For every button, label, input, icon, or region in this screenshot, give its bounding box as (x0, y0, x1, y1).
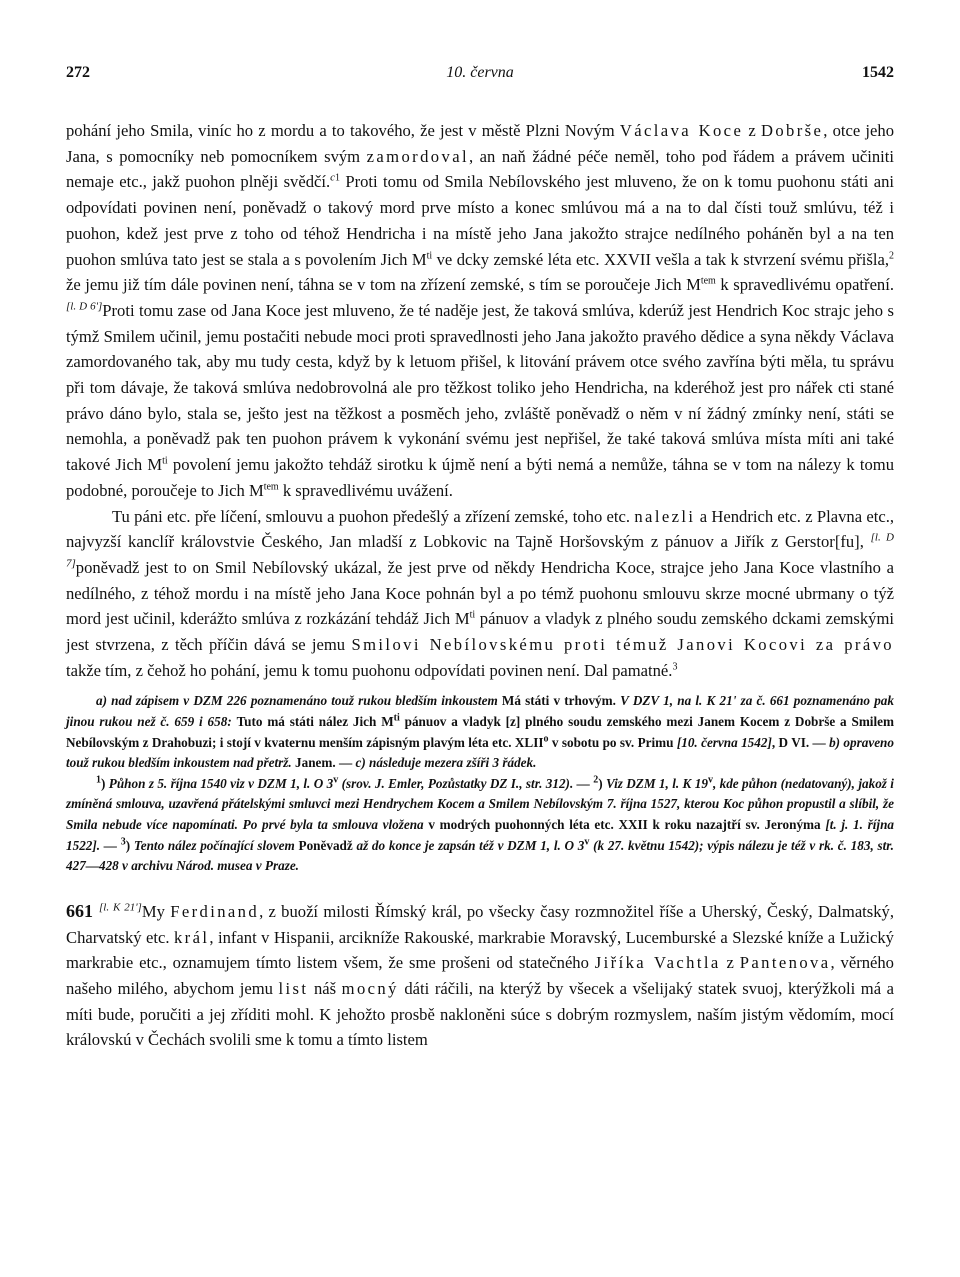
text-run: b) opraveno touž rukou bledším inkoustem nad přetrž. (66, 734, 894, 771)
text-run: Poněvadž (298, 837, 357, 853)
text-run: [10. června 1542] (676, 734, 772, 750)
running-header (66, 60, 894, 90)
folio-marker: [l. D 6'] (66, 300, 103, 313)
text-run: Václava Koce (619, 121, 744, 140)
text-run: k spravedlivému uvážení. (278, 480, 453, 500)
page (66, 60, 894, 1053)
text-run: k spravedlivému opatření. (715, 275, 894, 295)
text-run: V DZV 1, na l. K 21' za č. 661 poznamenáno pak jinou rukou než č. 659 i 658: (66, 693, 894, 730)
text-run: Proti tomu zase od Jana Koce jest mluveno, že té naděje jest, že taková smlúva, kderúž jest Hendrich Koc strajc jeho s týmž Smilem učinil, jemu postačiti nebude moci proti spravedlnosti jeho Jana jakožto pravého dědice a syna někdy Václava zamordovaného tak, aby mu tudy cesta, když by k letuom přišel, k litování právem otce svého zavřína býti měla, tu správu při tom dávaje, že taková smlúva nedobrovolná ale pro těžkost toliko jeho Hendricha, na kderéhož jest pro nářek cti stané právo dáno bylo, stala se, ješto jest na těžkost a posměch jeho, zvláště poněvadž o něm v ní žádný zmínky není, státi se nemohla, a poněvadž pak ten puohon právem k vykonání svému jest nepřišel, že také taková smlúva místa míti ani také takové Jich M (66, 300, 894, 475)
text-run: v sobotu po sv. Primu (548, 734, 677, 750)
text-run: Půhon z 5. října 1540 viz v DZM 1, l. O 3 (108, 775, 334, 791)
text-run: Tu páni etc. pře líčení, smlouvu a puohon předešlý a zřízení zemské, toho etc. (112, 506, 635, 526)
superscript: tem (263, 481, 279, 493)
text-run: dáti ráčili, na kterýž by všecek a všelijaký statek svuoj, kterýžkoli má a míti bude, poručiti a jej zříditi mohl. K jehožto prosbě nakloněni súce s dobrým rozmyslem, naším jistým vědomím, mocí královskú v Čechách svolili sme k tomu a tímto listem (66, 978, 894, 1050)
superscript: 1 (96, 774, 101, 786)
header-year: 1542 (862, 64, 894, 81)
textual-notes (66, 691, 894, 773)
text-run: Pantenova (739, 953, 831, 973)
text-run: z (743, 121, 761, 140)
document-661 (66, 899, 894, 1053)
superscript: o (543, 733, 549, 745)
text-run: pánuov a vladyk [z] plného soudu zemského mezi Janem Kocem z Dobrše a Smilem Nebílovským z Drahobuzi; i stojí v kvaternu menším zápisným plavým léta etc. XLII (66, 714, 894, 750)
text-run: , kde půhon (nedatovaný), jakož i zmíněná smlouva, uzavřená přátelskými smluvci mezi Hendrychem Kocem a Smilem Nebílovským 7. října 1527, kterou Koc půhon propustil a slíbil, že Smila nebude více napomínati. Po prvé byla ta smlouva vložena (66, 775, 894, 833)
text-run: z (720, 953, 740, 973)
text-run: Dobrše (760, 121, 824, 140)
superscript: ti (393, 712, 400, 724)
superscript: v (707, 774, 713, 786)
folio-marker: [l. D 7] (66, 531, 894, 570)
text-run: , an naň žádné péče neměl, toho pod řádem a právem učiniti nemaje etc., jakž puohon plněji svědčí. (66, 146, 894, 192)
text-run: král (173, 927, 210, 947)
text-run: poněvadž jest to on Smil Nebílovský ukázal, že jest prve od někdy Hendricha Koce, strajce jeho Jana Koce vlastního a nedílného, z téhož mordu i na místě jeho Jana Koce pohnán byl a po témž puohonu smlouvu skrze mocné ubrmany o týž mord jest učinil, kderážto smlúva z rozkázání tehdáž Jich M (66, 557, 894, 629)
text-run: , z buoží milosti Římský král, po všecky časy rozmnožitel říše a Uherský, Český, Dalmatský, Charvatský etc. (66, 901, 894, 947)
superscript: 3 (672, 661, 678, 673)
superscript: v (333, 774, 339, 786)
footnotes (66, 774, 894, 877)
text-run: že jemu již tím dále povinen není, táhna se v tom na zřízení zemské, s tím se poroučeje Jich M (66, 275, 701, 295)
text-run: Ferdinand (170, 901, 260, 921)
superscript: 1 (335, 172, 341, 184)
superscript: ti (162, 455, 168, 467)
document-661-text (66, 899, 894, 1053)
folio-marker: [l. K 21'] (99, 901, 142, 914)
text-run: a Hendrich etc. z Plavna etc., najvyzší kanclíř královstvie Českého, Jan mladší z Lobkovic na Tajně Horšovským z pánuov a Jiřík z Gerstor[fu], (66, 506, 895, 552)
main-text (66, 118, 894, 683)
superscript: ti (426, 249, 433, 261)
superscript: v (584, 836, 590, 848)
text-run: ) (598, 775, 606, 791)
text-run: povolení jemu jakožto tehdáž sirotku k újmě není a býti nemá a nemůže, táhna se v tom na nálezy k tomu podobné, poroučeje to Jich M (66, 455, 895, 500)
critical-apparatus (66, 691, 894, 876)
text-run: (srov. J. Emler, Pozůstatky DZ I., str. 312). — (338, 775, 594, 791)
running-title-date: 10. června (446, 64, 514, 81)
text-run: mocný (341, 978, 399, 998)
page-number: 272 (66, 64, 90, 81)
text-run: až do konce je zapsán též v DZM 1, l. O 3 (356, 837, 585, 853)
superscript: ti (469, 609, 476, 621)
superscript: 3 (120, 836, 126, 848)
document-661-body (66, 902, 894, 1050)
text-run: Tento nález počínající slovem (133, 837, 299, 853)
text-run: c) následuje mezera zšíři 3 řádek. (355, 755, 537, 771)
text-run: (k 27. květnu 1542); výpis nálezu je též v rk. č. 183, str. 427—428 v archivu Národ. musea v Praze. (66, 837, 894, 874)
text-run: Má státi v trhovým. (501, 693, 621, 709)
text-run: Viz DZM 1, l. K 19 (606, 775, 708, 791)
text-run: , otce jeho Jana, s pomocníky neb pomocníkem svým (66, 121, 894, 166)
text-run: náš (308, 978, 342, 998)
text-run: zamordoval (366, 146, 469, 166)
text-run: ) (125, 837, 134, 853)
text-run: pohání jeho Smila, viníc ho z mordu a to takového, že jest v městě Plzni Novým (66, 121, 620, 140)
text-run: takže tím, z čehož ho pohání, jemu k tomu puohonu odpovídati povinen není. Dal pamatné. (66, 660, 673, 680)
paragraph (66, 118, 894, 504)
superscript: 2 (889, 249, 894, 261)
text-run: ) (101, 775, 109, 791)
text-run: , D VI. — (771, 734, 830, 750)
text-run: Proti tomu od Smila Nebílovského jest mluveno, že on k tomu puohonu státi ani odpovídati povinen není, poněvadž o takový mord prve místo a konec smlúvou má a na to dal čísti touž smlúvu, též i puohon, kdež jest prve z toho od téhož Hendricha i na místě jeho Jana jakožto strajce nedílného poháněn byl a na ten puohon smlúva tato jest se stala a s povolením Jich M (66, 172, 894, 269)
text-run: Smilovi Nebílovskému proti témuž Janovi Kocovi za právo (351, 635, 894, 655)
folio-marker: c (330, 171, 336, 184)
text-run: [t. j. 1. října 1522]. — (66, 817, 895, 853)
text-run: Jiříka Vachtla (594, 953, 721, 973)
superscript: 2 (593, 774, 599, 786)
text-run: Tuto má státi nález Jich M (236, 714, 394, 730)
text-run: Janem. — (295, 755, 356, 771)
document-number: 661 (66, 900, 93, 921)
text-run: a) nad zápisem v DZM 226 poznamenáno touž rukou bledším inkoustem (96, 693, 502, 709)
superscript: tem (700, 275, 716, 287)
text-run: My (141, 901, 171, 921)
text-run: list (278, 978, 309, 998)
text-run: ve dcky zemské léta etc. XXVII vešla a tak k stvrzení svému přišla, (432, 249, 889, 269)
text-run: nalezli (634, 506, 696, 526)
text-run: , infant v Hispanii, arcikníže Rakouské, markrabie Moravský, Lucemburské a Slezské kníže a Lužický markrabie etc., oznamujem tímto listem všem, že sme prošeni od statečného (66, 927, 894, 973)
paragraph (66, 504, 894, 684)
text-run: v modrých puohonných léta etc. XXII k roku nazajtří sv. Jeronýma (428, 817, 826, 833)
text-run: pánuov a vladyk z plného soudu zemského dckami zemskými jest stvrzena, z těch příčin dává se jemu (66, 609, 894, 655)
text-run: , věrného našeho milého, abychom jemu (66, 953, 894, 998)
